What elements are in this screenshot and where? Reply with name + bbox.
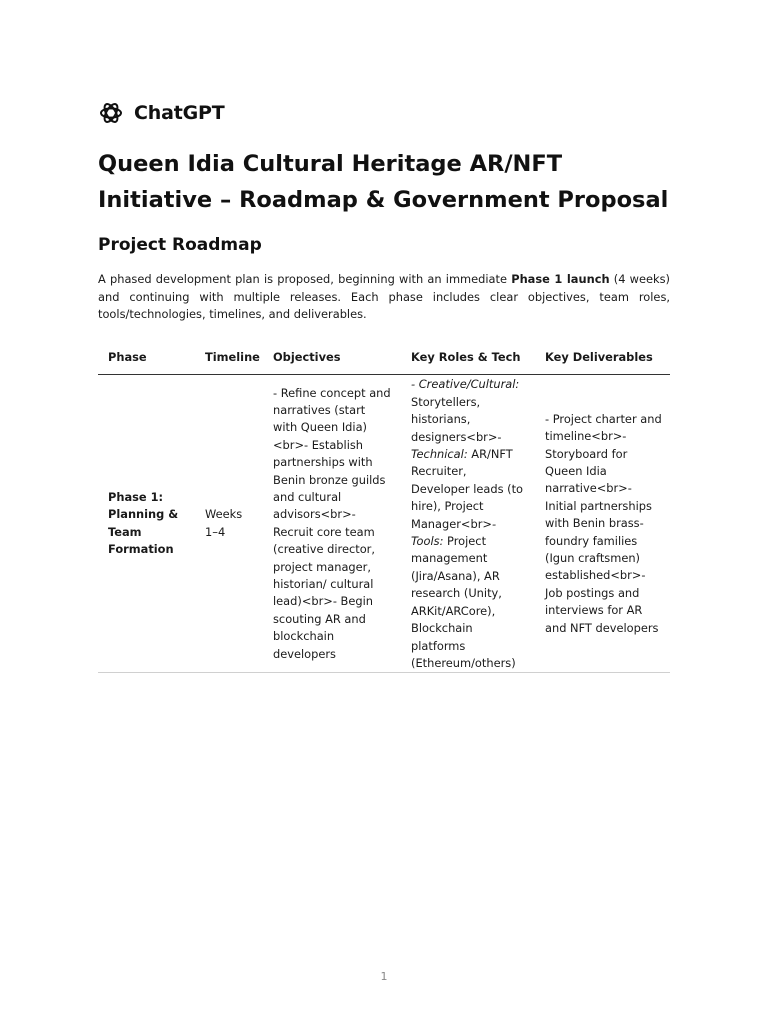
intro-paragraph: A phased development plan is proposed, beginning with an immediate Phase 1 launch (4 weeks) and continuing with multiple releases. Each phase includes clear objectives, team roles, tools/technologies, timelines, and deliverables. [98, 272, 670, 322]
cell-deliverables: - Project charter and timeline<br>- Storyboard for Queen Idia narrative<br>- Initial partnerships with Benin brass-foundry families (Igun craftsmen) established<br>- Job postings and interviews for AR and NFT developers [535, 375, 670, 673]
cell-timeline: Weeks 1–4 [195, 375, 263, 673]
cell-phase: Phase 1: Planning & Team Formation [98, 375, 195, 673]
table-header-row [98, 346, 670, 375]
column-header-roles: Key Roles & Tech [401, 346, 535, 375]
cell-roles: - Creative/Cultural: Storytellers, historians, designers<br>- Technical: AR/NFT Recruiter, Developer leads (to hire), Project Manager<br>- Tools: Project management (Jira/Asana), AR research (Unity, ARKit/ARCore), Blockchain platforms (Ethereum/others) [401, 375, 535, 673]
brand-name: ChatGPT [134, 102, 225, 124]
cell-objectives: - Refine concept and narratives (start with Queen Idia)<br>- Establish partnerships with Benin bronze guilds and cultural advisors<br>- Recruit core team (creative director, project manager, historian/ cultural lead)<br>- Begin scouting AR and blockchain developers [263, 375, 401, 673]
brand-header [98, 100, 224, 126]
document-title: Queen Idia Cultural Heritage AR/NFT Initiative – Roadmap & Government Proposal [98, 151, 669, 213]
column-header-objectives: Objectives [263, 346, 401, 375]
page-number: 1 [380, 970, 388, 983]
table-row [98, 375, 670, 673]
section-title: Project Roadmap [98, 235, 262, 255]
column-header-phase: Phase [98, 346, 195, 375]
intro-emphasis: Phase 1 launch [511, 272, 610, 286]
openai-logo-icon [98, 100, 124, 126]
column-header-timeline: Timeline [195, 346, 263, 375]
roadmap-table [98, 346, 670, 673]
column-header-deliverables: Key Deliverables [535, 346, 670, 375]
